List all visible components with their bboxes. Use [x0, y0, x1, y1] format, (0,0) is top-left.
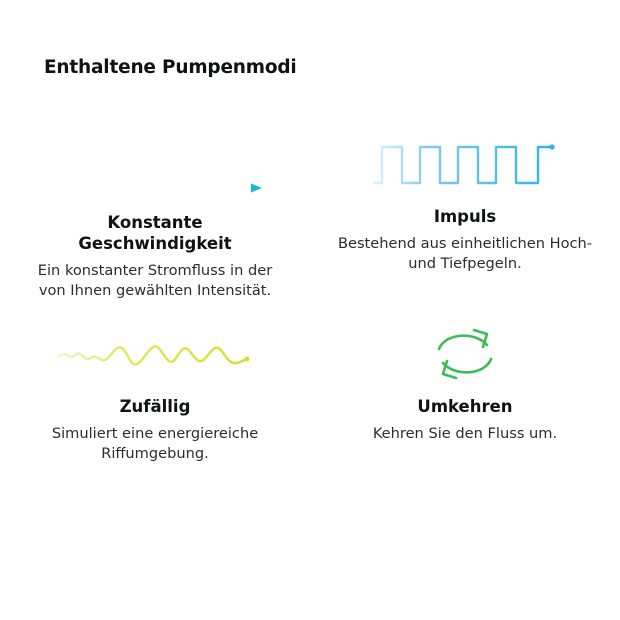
mode-card-reverse — [310, 300, 620, 490]
mode-description: Ein konstanter Stromfluss in der von Ihnen gewählten Intensität. — [37, 262, 273, 299]
mode-title: Zufällig — [119, 397, 191, 416]
pulse-square-wave-icon — [310, 128, 620, 204]
modes-grid — [0, 110, 620, 490]
constant-speed-line-icon — [0, 128, 310, 210]
mode-title: Konstante Geschwindigkeit — [78, 212, 232, 254]
random-wave-icon — [0, 318, 310, 394]
mode-description: Kehren Sie den Fluss um. — [372, 425, 558, 443]
mode-card-constant-speed — [0, 110, 310, 300]
mode-title: Impuls — [433, 207, 497, 226]
mode-title: Umkehren — [417, 397, 513, 416]
mode-description: Simuliert eine energiereiche Riffumgebung. — [51, 425, 259, 462]
page-title: Enthaltene Pumpenmodi — [44, 57, 297, 78]
mode-description: Bestehend aus einheitlichen Hoch- und Tiefpegeln. — [337, 235, 593, 272]
mode-card-random — [0, 300, 310, 490]
mode-card-pulse — [310, 110, 620, 300]
reverse-arrows-icon — [310, 318, 620, 394]
